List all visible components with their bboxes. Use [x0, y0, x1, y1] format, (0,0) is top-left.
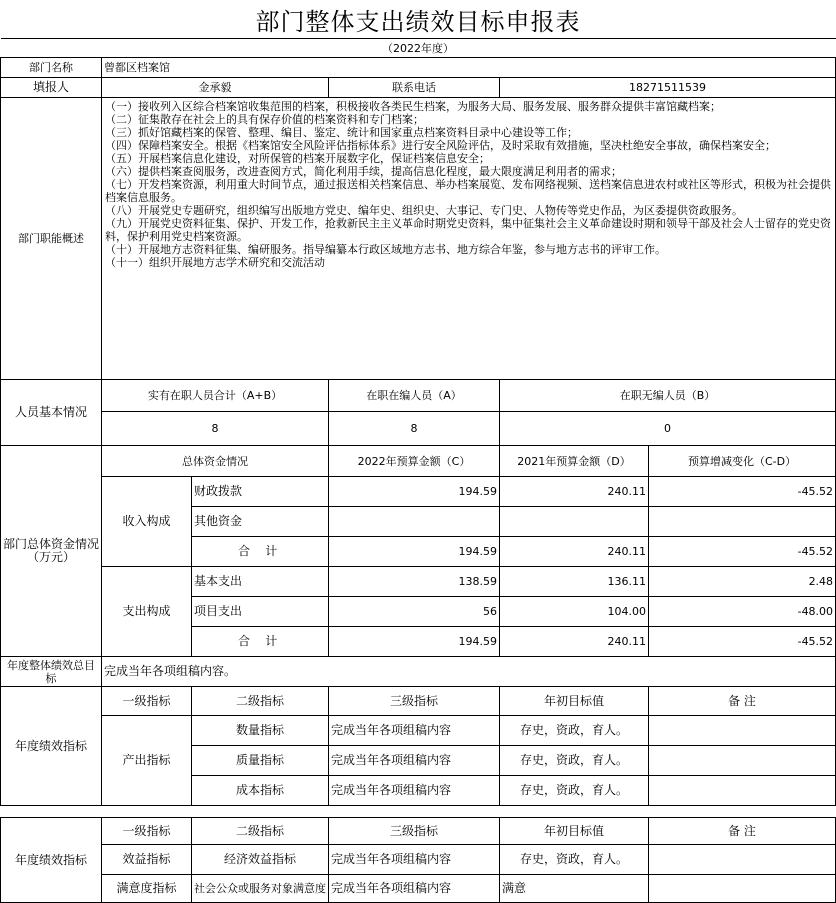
- fund-row: [1, 567, 836, 597]
- perf-target: 存史，资政，育人。: [500, 716, 649, 746]
- duty-item: （十一）组织开展地方志学术研究和交流活动: [105, 256, 325, 269]
- filler-row: [1, 78, 836, 98]
- fund-item-diff: [649, 507, 836, 537]
- staff-total: 8: [102, 412, 329, 446]
- spacer: [1, 806, 836, 818]
- perf-target: 满意: [500, 875, 649, 903]
- staff-header-b: 在职无编人员（B）: [500, 380, 836, 412]
- perf1-header-target: 年初目标值: [500, 687, 649, 716]
- phone-label: 联系电话: [329, 78, 500, 98]
- fund-item-d: 240.11: [500, 627, 649, 657]
- fund-item-c: 138.59: [329, 567, 500, 597]
- duty-item: （四）保障档案安全。根据《档案馆安全风险评估指标体系》进行安全风险评估，及时采取有效措施，坚决杜绝安全事故，确保档案安全；: [105, 139, 776, 152]
- duty-item: （八）开展党史专题研究，组织编写出版地方党史、编年史、组织史、大事记、专门史、人物传等党史作品，为区委提供资政服务。: [105, 204, 743, 217]
- fund-item-c: [329, 507, 500, 537]
- perf-note: [649, 845, 836, 875]
- dept-value: 曾都区档案馆: [102, 58, 836, 78]
- duty-item: （九）开展党史资料征集、保护、开发工作，抢救新民主主义革命时期党史资料，集中征集社会主义革命建设时期和领导干部及社会人士留存的党史资料，保护利用党史档案资源。: [105, 217, 831, 243]
- perf1-level1: 产出指标: [102, 716, 192, 806]
- duties-label: 部门职能概述: [1, 98, 102, 380]
- perf2-header-l3: 三级指标: [329, 818, 500, 845]
- perf-target: 存史，资政，育人。: [500, 776, 649, 806]
- spacer-row: [1, 806, 836, 818]
- perf1-header-l1: 一级指标: [102, 687, 192, 716]
- annual-goal-value: 完成当年各项组稿内容。: [102, 657, 836, 687]
- filler-name: 金承毅: [102, 78, 329, 98]
- dept-row: [1, 58, 836, 78]
- perf-l3: 完成当年各项组稿内容: [329, 776, 500, 806]
- filler-label: 填报人: [1, 78, 102, 98]
- year-row: [1, 39, 836, 58]
- fund-item-c: 56: [329, 597, 500, 627]
- staff-value-row: [1, 412, 836, 446]
- fund-item-diff: -45.52: [649, 477, 836, 507]
- funds-header-main: 总体资金情况: [102, 446, 329, 477]
- perf-l2: 成本指标: [192, 776, 329, 806]
- fund-item-c: 194.59: [329, 627, 500, 657]
- perf-note: [649, 875, 836, 903]
- staff-header-total: 实有在职人员合计（A+B）: [102, 380, 329, 412]
- fund-item-name: 合 计: [192, 537, 329, 567]
- report-title: 部门整体支出绩效目标申报表: [255, 7, 581, 36]
- staff-b: 0: [500, 412, 836, 446]
- perf1-header-l3: 三级指标: [329, 687, 500, 716]
- perf2-label: 年度绩效指标: [1, 818, 102, 903]
- annual-goal-row: [1, 657, 836, 687]
- perf2-row: [1, 875, 836, 903]
- perf1-header-l2: 二级指标: [192, 687, 329, 716]
- fund-item-c: 194.59: [329, 537, 500, 567]
- fund-item-d: 104.00: [500, 597, 649, 627]
- fund-item-name: 其他资金: [192, 507, 329, 537]
- perf-l3: 完成当年各项组稿内容: [329, 716, 500, 746]
- fund-item-d: 240.11: [500, 537, 649, 567]
- duty-item: （一）接收列入区综合档案馆收集范围的档案，积极接收各类民生档案，为服务大局、服务发展、服务群众提供丰富馆藏档案；: [105, 100, 721, 113]
- expense-label: 支出构成: [102, 567, 192, 657]
- perf-note: [649, 716, 836, 746]
- perf1-label: 年度绩效指标: [1, 687, 102, 806]
- fund-item-diff: -45.52: [649, 537, 836, 567]
- staff-header-row: [1, 380, 836, 412]
- perf-l2: 经济效益指标: [192, 845, 329, 875]
- report-table: [0, 38, 836, 903]
- perf2-header-row: [1, 818, 836, 845]
- annual-goal-label: 年度整体绩效总目标: [1, 657, 102, 687]
- income-label: 收入构成: [102, 477, 192, 567]
- duty-item: （五）开展档案信息化建设，对所保管的档案开展数字化，保证档案信息安全；: [105, 152, 490, 165]
- perf2-header-l1: 一级指标: [102, 818, 192, 845]
- funds-header-d: 2021年预算金额（D）: [500, 446, 649, 477]
- perf2-header-target: 年初目标值: [500, 818, 649, 845]
- duties-row: [1, 98, 836, 380]
- perf-l2: 质量指标: [192, 746, 329, 776]
- phone-value: 18271511539: [500, 78, 836, 98]
- duties-text: [102, 98, 836, 380]
- perf-l1: 满意度指标: [102, 875, 192, 903]
- perf2-header-l2: 二级指标: [192, 818, 329, 845]
- perf-l3: 完成当年各项组稿内容: [329, 875, 500, 903]
- report-year: （2022年度）: [1, 39, 836, 58]
- staff-header-a: 在职在编人员（A）: [329, 380, 500, 412]
- duty-item: （三）抓好馆藏档案的保管、整理、编目、鉴定、统计和国家重点档案资料目录中心建设等工作；: [105, 126, 578, 139]
- perf1-header-note: 备 注: [649, 687, 836, 716]
- fund-item-diff: -45.52: [649, 627, 836, 657]
- perf-l2: 数量指标: [192, 716, 329, 746]
- fund-item-diff: 2.48: [649, 567, 836, 597]
- duty-item: （二）征集散存在社会上的具有保存价值的档案资料和专门档案；: [105, 113, 424, 126]
- dept-label: 部门名称: [1, 58, 102, 78]
- fund-row: [1, 477, 836, 507]
- perf-target: 存史，资政，育人。: [500, 746, 649, 776]
- funds-header-row: [1, 446, 836, 477]
- staff-label: 人员基本情况: [1, 380, 102, 446]
- perf-target: 存史，资政，育人。: [500, 845, 649, 875]
- funds-header-diff: 预算增减变化（C-D）: [649, 446, 836, 477]
- fund-item-d: [500, 507, 649, 537]
- fund-item-d: 136.11: [500, 567, 649, 597]
- perf-l1: 效益指标: [102, 845, 192, 875]
- staff-a: 8: [329, 412, 500, 446]
- perf1-header-row: [1, 687, 836, 716]
- duty-item: （六）提供档案查阅服务，改进查阅方式，简化利用手续，提高信息化程度，最大限度满足利用者的需求；: [105, 165, 622, 178]
- fund-item-name: 基本支出: [192, 567, 329, 597]
- perf1-row: [1, 716, 836, 746]
- perf2-row: [1, 845, 836, 875]
- fund-item-d: 240.11: [500, 477, 649, 507]
- fund-item-c: 194.59: [329, 477, 500, 507]
- funds-header-c: 2022年预算金额（C）: [329, 446, 500, 477]
- perf-note: [649, 746, 836, 776]
- fund-item-name: 合 计: [192, 627, 329, 657]
- fund-item-diff: -48.00: [649, 597, 836, 627]
- perf-note: [649, 776, 836, 806]
- perf-l3: 完成当年各项组稿内容: [329, 845, 500, 875]
- perf-l2: 社会公众或服务对象满意度: [192, 875, 329, 903]
- duty-item: （十）开展地方志资料征集、编研服务。指导编纂本行政区域地方志书、地方综合年鉴，参与地方志书的评审工作。: [105, 243, 666, 256]
- funds-label: 部门总体资金情况（万元）: [1, 446, 102, 657]
- fund-item-name: 项目支出: [192, 597, 329, 627]
- perf-l3: 完成当年各项组稿内容: [329, 746, 500, 776]
- fund-item-name: 财政拨款: [192, 477, 329, 507]
- duty-item: （七）开发档案资源，利用重大时间节点，通过报送相关档案信息、举办档案展览、发布网络视频、送档案信息进农村或社区等形式，积极为社会提供档案信息服务。: [105, 178, 831, 204]
- perf2-header-note: 备 注: [649, 818, 836, 845]
